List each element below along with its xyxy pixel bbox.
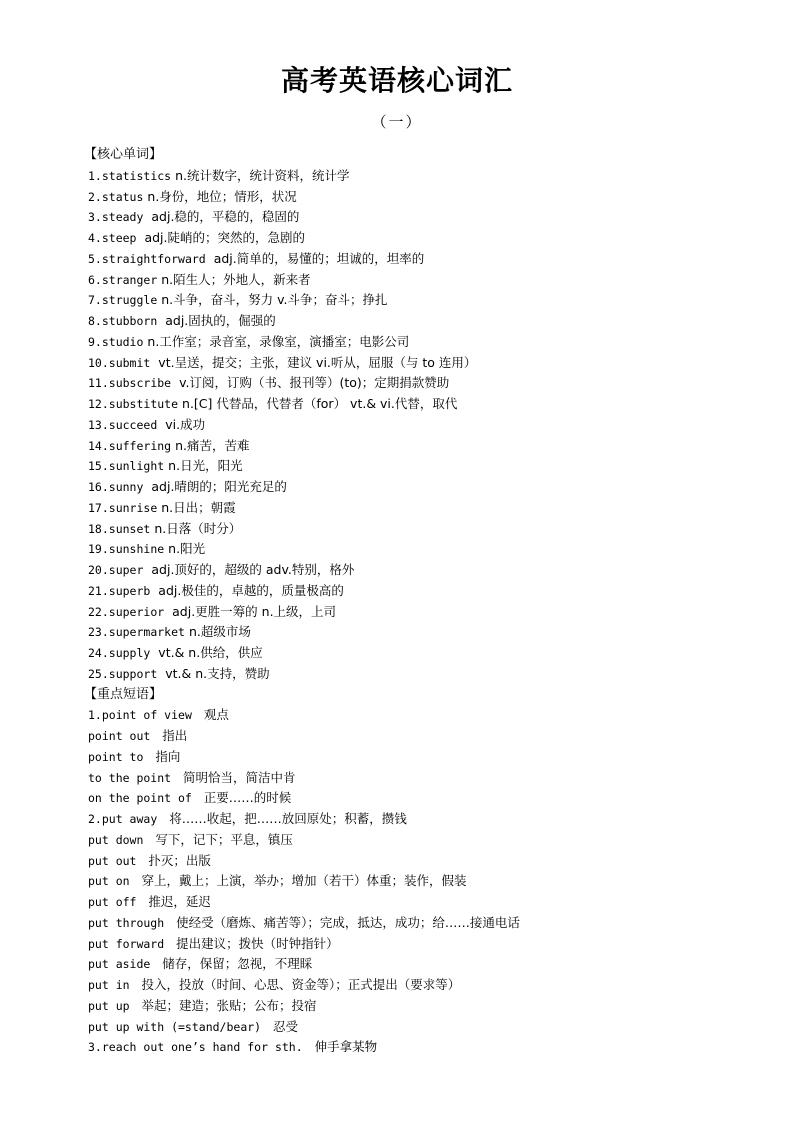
word-entry: [88, 581, 768, 602]
entry-number: 15.: [88, 459, 109, 474]
entry-number: 16.: [88, 480, 109, 494]
entry-definition: adj.陡峭的；突然的，急剧的: [140, 230, 305, 245]
entry-number: 4.: [88, 231, 102, 245]
phrase-entry: [88, 871, 768, 892]
entry-definition: n.统计数字，统计资料，统计学: [175, 167, 350, 183]
entry-definition: n.陌生人；外地人，新来者: [161, 271, 311, 287]
entry-term: struggle: [101, 293, 158, 308]
entry-term: sunrise: [108, 500, 158, 515]
word-entry: [88, 456, 768, 477]
entry-number: 18.: [88, 521, 109, 536]
phrase-entry: [88, 768, 768, 789]
entry-number: 21.: [88, 583, 109, 598]
entry-definition: vt.& n.支持，赞助: [161, 665, 270, 681]
entry-term: point out: [88, 729, 151, 743]
entry-term: statistics: [101, 168, 172, 183]
entry-number: 25.: [88, 666, 109, 681]
entry-definition: 扑灭；出版: [140, 852, 211, 868]
phrase-entry: [88, 913, 768, 934]
entry-term: stranger: [101, 272, 158, 287]
entry-number: 3.: [88, 1040, 102, 1055]
entry-term: straightforward: [101, 251, 206, 266]
entry-term: superb: [108, 583, 151, 598]
entry-term: put up: [88, 998, 130, 1013]
word-entry: [88, 436, 768, 457]
entry-number: 3.: [88, 210, 102, 225]
entry-definition: 简明恰当，简洁中肯: [175, 769, 296, 785]
entry-number: 8.: [88, 314, 102, 328]
entry-definition: n.工作室；录音室，录像室，演播室；电影公司: [147, 333, 410, 349]
phrase-entry: [88, 830, 768, 851]
word-entry: [88, 394, 768, 415]
word-entry: [88, 415, 768, 436]
entry-term: super: [108, 563, 144, 577]
entry-term: submit: [108, 355, 151, 370]
entry-definition: 穿上，戴上；上演，举办；增加（若干）体重；装作，假装: [133, 873, 467, 889]
entry-term: sunlight: [108, 459, 165, 474]
entry-definition: n.阳光: [168, 541, 206, 557]
entry-definition: n.[C] 代替品，代替者（for） vt.& vi.代替，取代: [182, 396, 458, 411]
entry-definition: vt.呈送，提交；主张，建议 vi.听从，屈服（与 to 连用）: [154, 354, 477, 370]
entry-term: supermarket: [108, 625, 185, 640]
word-entry: [88, 643, 768, 664]
entry-definition: 指向: [147, 748, 181, 764]
entry-definition: 提出建议；拨快（时钟指针）: [168, 935, 339, 951]
word-entry: [88, 373, 768, 394]
word-entry: [88, 539, 768, 560]
entry-definition: n.日落（时分）: [154, 520, 242, 536]
entry-number: 14.: [88, 438, 109, 453]
word-entry: [88, 187, 768, 208]
entry-definition: 储存，保留；忽视，不理睬: [154, 956, 313, 972]
entry-definition: 正要……的时候: [195, 790, 292, 806]
entry-number: 5.: [88, 251, 102, 266]
entry-term: subscribe: [108, 376, 172, 391]
entry-definition: adj.简单的，易懂的；坦诚的，坦率的: [209, 250, 425, 266]
entry-definition: n.日光，阳光: [168, 458, 243, 474]
entry-term: put off: [88, 895, 137, 909]
entry-term: suffering: [108, 438, 172, 453]
entry-number: 1.: [88, 168, 102, 183]
entry-number: 12.: [88, 397, 109, 411]
phrase-entry: [88, 1037, 768, 1058]
entry-number: 13.: [88, 417, 109, 432]
entry-definition: vi.成功: [161, 416, 206, 432]
entry-term: put through: [88, 915, 165, 930]
phrase-entry: [88, 788, 768, 809]
word-entry: [88, 622, 768, 643]
entry-definition: adj.固执的，倔强的: [161, 313, 276, 328]
entry-term: succeed: [108, 417, 158, 432]
entry-term: supply: [108, 646, 151, 660]
entry-number: 17.: [88, 500, 109, 515]
entry-term: point to: [88, 749, 144, 764]
word-entry: [88, 311, 768, 332]
word-entry: [88, 664, 768, 685]
phrase-entry: [88, 851, 768, 872]
entry-definition: 写下，记下；平息，镇压: [147, 831, 293, 847]
phrase-entry: [88, 726, 768, 747]
entry-number: 9.: [88, 334, 102, 349]
entry-number: 11.: [88, 376, 109, 391]
entry-term: studio: [101, 334, 144, 349]
entry-definition: 举起；建造；张贴；公布；投宿: [133, 997, 317, 1013]
document-subtitle: （一）: [371, 113, 423, 131]
entry-number: 23.: [88, 625, 109, 640]
entry-term: sunny: [108, 480, 144, 494]
entry-term: sunshine: [108, 542, 165, 557]
entry-term: put away: [101, 812, 158, 826]
entry-term: put forward: [88, 936, 165, 951]
entry-definition: 推迟，延迟: [140, 894, 211, 909]
entry-number: 24.: [88, 646, 109, 660]
entry-definition: adj.顶好的，超级的 adv.特别，格外: [147, 562, 355, 577]
section-header-key-phrases: 【重点短语】: [84, 686, 163, 702]
section-header-core-words: 【核心单词】: [84, 147, 163, 162]
entry-number: 2.: [88, 812, 102, 826]
entry-number: 19.: [88, 542, 109, 557]
word-entry: [88, 290, 768, 311]
vocabulary-list: [84, 145, 768, 1058]
entry-number: 10.: [88, 355, 109, 370]
entry-definition: adj.稳的，平稳的，稳固的: [147, 209, 300, 225]
word-entry: [88, 166, 768, 187]
entry-term: reach out one’s hand for sth.: [101, 1040, 303, 1055]
entry-definition: 观点: [195, 707, 229, 723]
phrase-entry: [88, 809, 768, 830]
word-entry: [88, 332, 768, 353]
entry-term: to the point: [88, 770, 172, 785]
word-entry: [88, 270, 768, 291]
entry-term: steady: [101, 210, 144, 225]
entry-term: put down: [88, 832, 144, 847]
entry-definition: adj.晴朗的；阳光充足的: [147, 479, 287, 494]
phrase-entry: [88, 954, 768, 975]
entry-term: on the point of: [88, 791, 192, 806]
word-entry: [88, 602, 768, 623]
word-entry: [88, 477, 768, 498]
word-entry: [88, 498, 768, 519]
entry-definition: 指出: [154, 728, 188, 743]
entry-definition: v.订阅，订购（书、报刊等）(to)；定期捐款赞助: [175, 375, 450, 391]
word-entry: [88, 228, 768, 249]
entry-definition: adj.极佳的，卓越的，质量极高的: [154, 582, 344, 598]
entry-term: put out: [88, 853, 137, 868]
entry-term: substitute: [108, 397, 179, 411]
entry-definition: vt.& n.供给，供应: [154, 645, 263, 660]
entry-definition: n.痛苦，苦难: [175, 437, 250, 453]
entry-term: status: [101, 189, 144, 204]
entry-term: steep: [101, 231, 137, 245]
entry-term: put on: [88, 874, 130, 889]
entry-definition: n.日出；朝霞: [161, 499, 236, 515]
word-entry: [88, 353, 768, 374]
phrase-entry: [88, 892, 768, 913]
document-title: 高考英语核心词汇: [280, 64, 513, 97]
entry-term: superior: [108, 604, 165, 619]
phrase-entry: [88, 747, 768, 768]
entry-definition: 忍受: [265, 1018, 299, 1034]
entry-definition: 伸手拿某物: [306, 1039, 378, 1055]
entry-number: 7.: [88, 293, 102, 308]
phrase-entry: [88, 1017, 768, 1038]
entry-definition: 使经受（磨炼、痛苦等）；完成，抵达，成功；给……接通电话: [168, 914, 520, 930]
entry-term: point of view: [101, 708, 192, 723]
entry-number: 2.: [88, 189, 102, 204]
entry-number: 20.: [88, 563, 109, 577]
phrase-entry: [88, 705, 768, 726]
phrase-entry: [88, 934, 768, 955]
entry-term: stubborn: [101, 314, 158, 328]
entry-term: put aside: [88, 957, 151, 972]
entry-definition: n.身份，地位；情形，状况: [147, 188, 297, 204]
word-entry: [88, 249, 768, 270]
entry-number: 6.: [88, 272, 102, 287]
phrase-entry: [88, 975, 768, 996]
entry-definition: n.斗争，奋斗，努力 v.斗争；奋斗；挣扎: [161, 292, 388, 308]
entry-number: 1.: [88, 708, 102, 723]
entry-definition: adj.更胜一筹的 n.上级，上司: [168, 603, 337, 619]
entry-definition: 将……收起，把……放回原处；积蓄，攒钱: [161, 811, 407, 826]
word-entry: [88, 560, 768, 581]
word-entry: [88, 519, 768, 540]
entry-term: put in: [88, 978, 130, 992]
entry-definition: n.超级市场: [188, 624, 251, 640]
entry-term: sunset: [108, 521, 151, 536]
word-entry: [88, 207, 768, 228]
entry-term: support: [108, 666, 158, 681]
entry-term: put up with (=stand/bear): [88, 1019, 262, 1034]
phrase-entry: [88, 996, 768, 1017]
entry-number: 22.: [88, 604, 109, 619]
entry-definition: 投入，投放（时间、心思、资金等）；正式提出（要求等）: [133, 977, 461, 992]
